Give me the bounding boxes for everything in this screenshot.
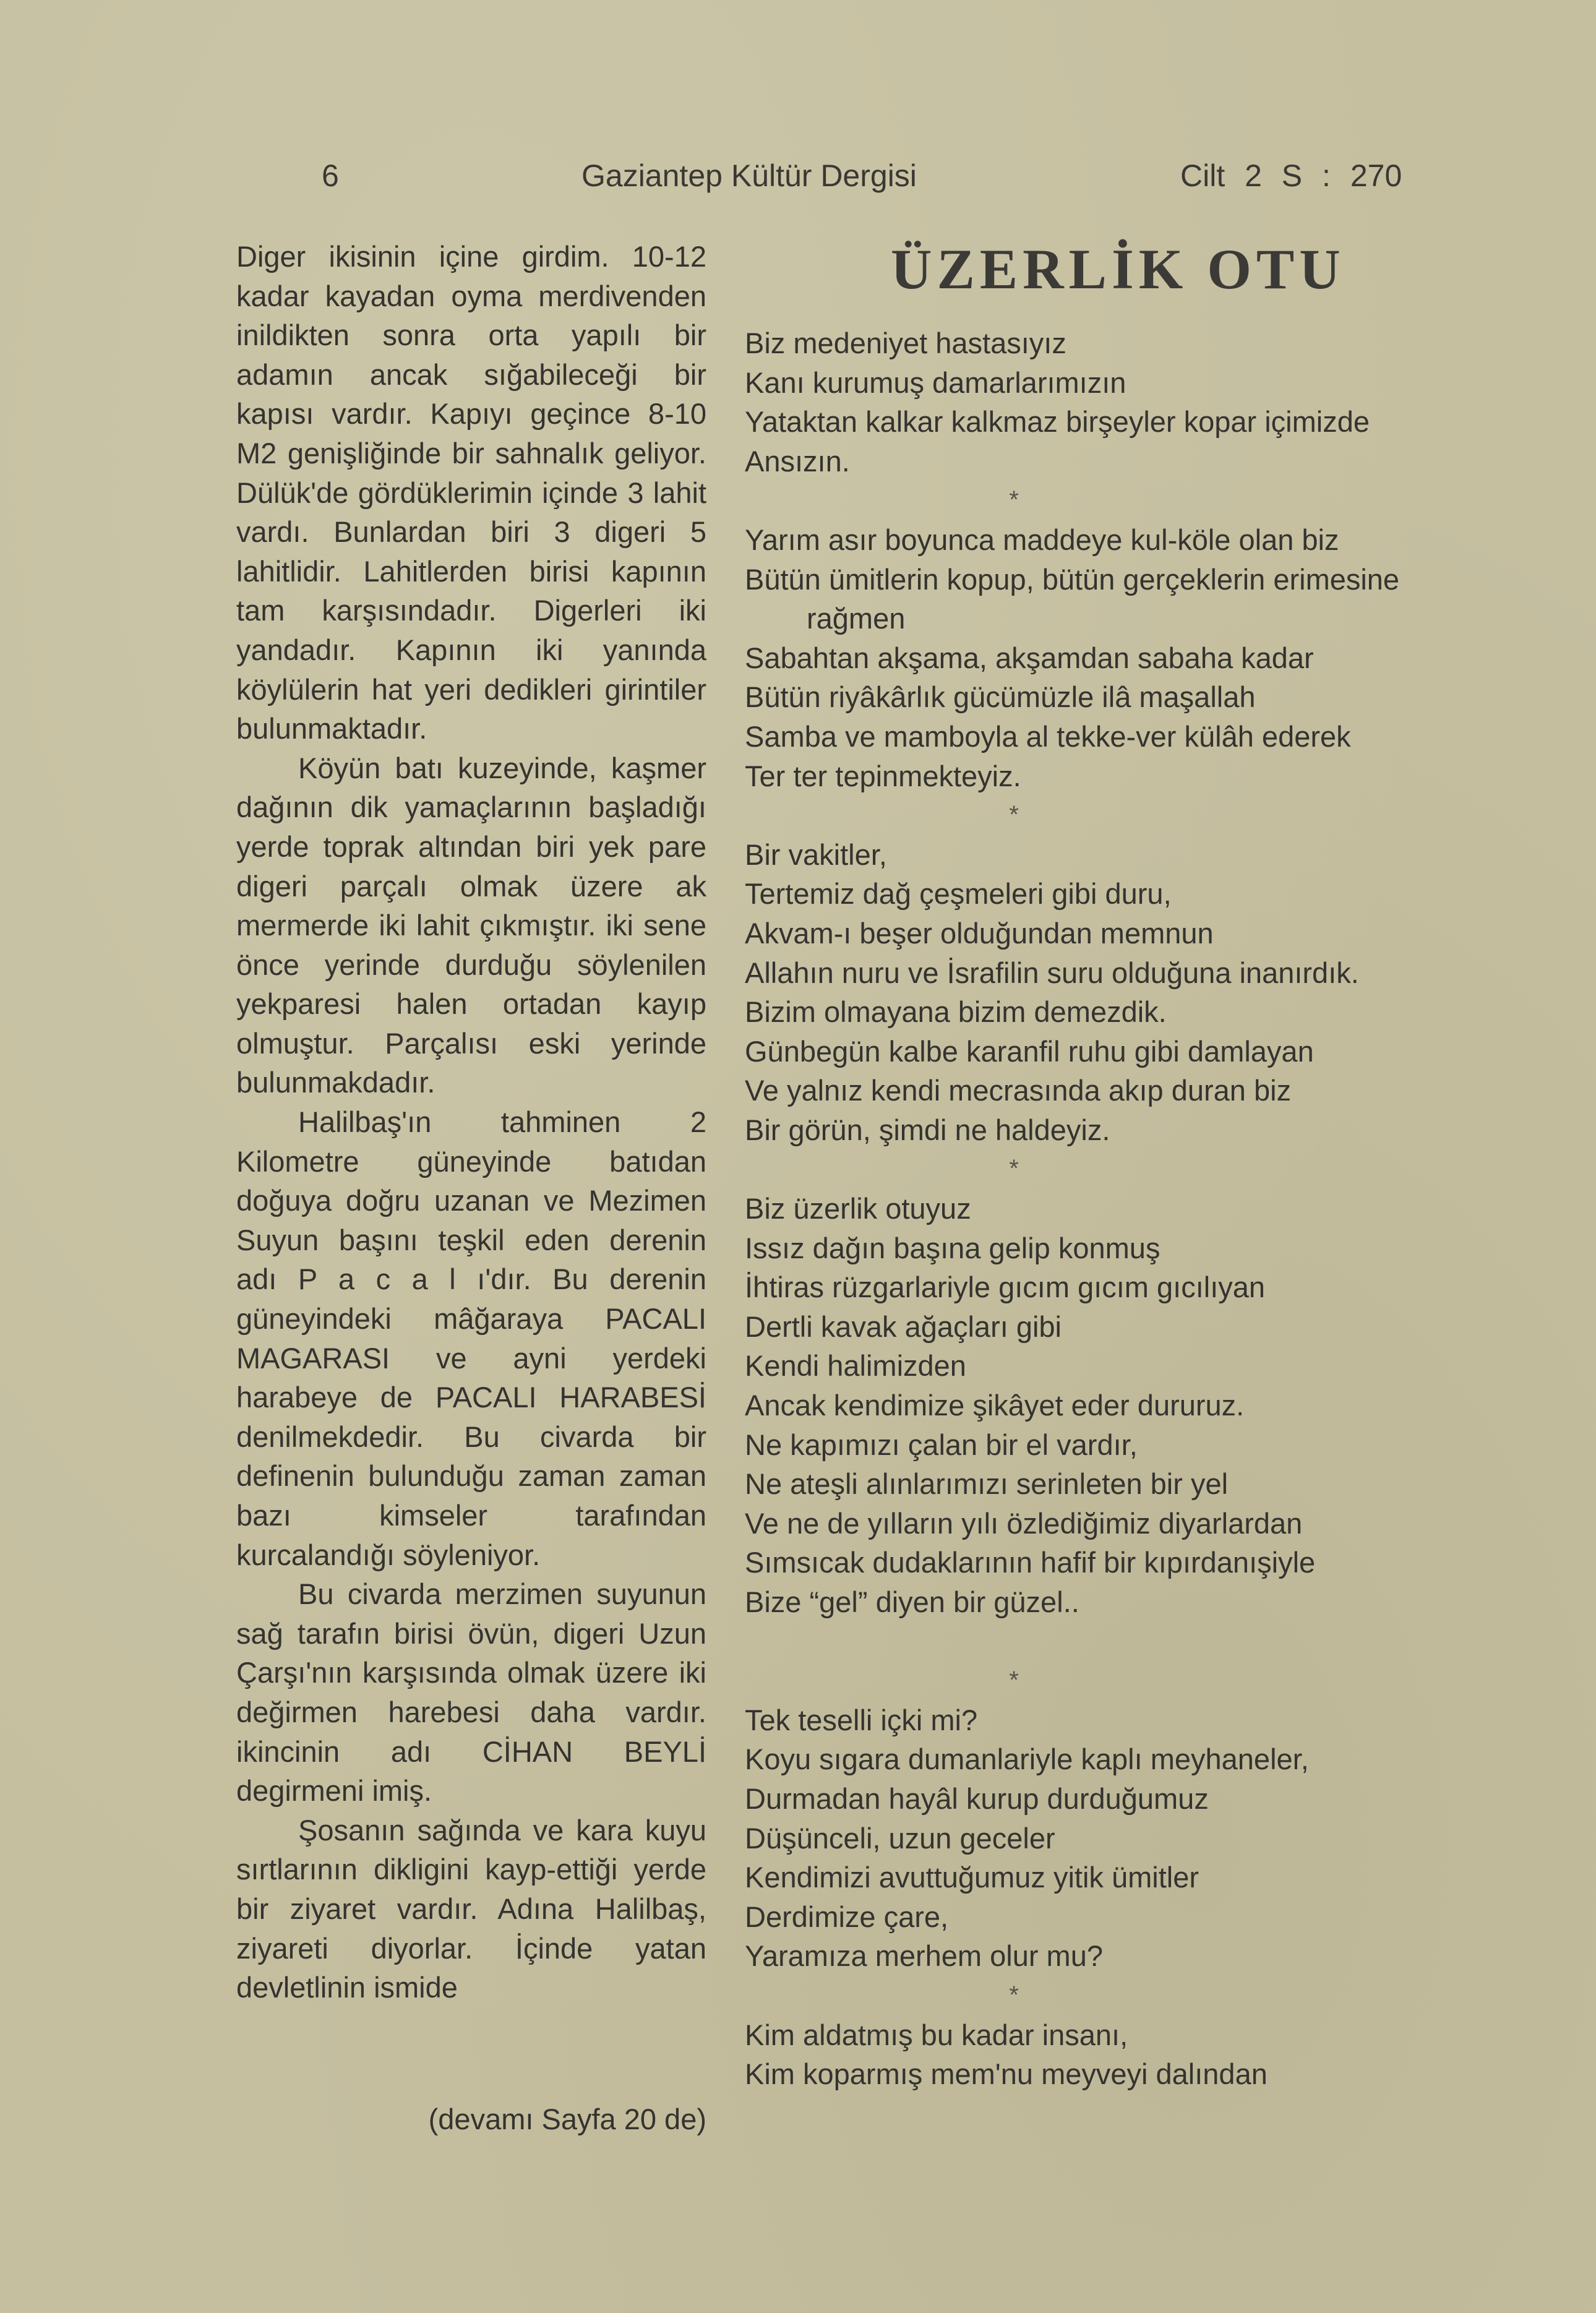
poem-line: Bir vakitler, xyxy=(745,838,887,871)
poem-line: Akvam-ı beşer olduğundan memnun xyxy=(745,916,1214,950)
running-header xyxy=(235,158,1472,201)
poem-line: Bizim olmayana bizim demezdik. xyxy=(745,995,1167,1029)
poem-line: Kim koparmış mem'nu meyveyi dalından xyxy=(745,2058,1268,2091)
stanza-separator: * xyxy=(1009,486,1019,514)
poem-line: Sabahtan akşama, akşamdan sabaha kadar xyxy=(745,641,1314,674)
poem-line: Ansızın. xyxy=(745,444,850,478)
poem-line: Ne kapımızı çalan bir el vardır, xyxy=(745,1428,1138,1461)
poem-line: Kanı kurumuş damarlarımızın xyxy=(745,366,1126,399)
prose-paragraph: Bu civarda merzimen suyunun sağ tarafın birisi övün, digeri Uzun Çarşı'nın karşısında olmak üzere iki değirmen harebesi daha vardır. ikincinin adı CİHAN BEYLİ degirmeni imiş. xyxy=(236,1577,706,1808)
poem-line: Bütün ümitlerin kopup, bütün gerçeklerin erimesine xyxy=(745,562,1400,596)
prose-paragraph: Köyün batı kuzeyinde, kaşmer dağının dik yamaçlarının başladığı yerde toprak altından biri yek pare digeri parçalı olmak üzere ak mermerde iki lahit çıkmıştır. iki sene önce yerinde durduğu söylenilen yekparesi halen ortadan kayıp olmuştur. Parçalısı eski yerinde bulunmakdadır. xyxy=(236,751,706,1099)
poem-line: Bize “gel” diyen bir güzel.. xyxy=(745,1586,1079,1618)
poem-line: Yaramıza merhem olur mu? xyxy=(745,1939,1103,1973)
stanza-separator: * xyxy=(1009,1155,1019,1183)
stanza-separator: * xyxy=(1009,1667,1019,1694)
continued-note: (devamı Sayfa 20 de) xyxy=(428,2103,706,2135)
poem-line: Tek teselli içki mi? xyxy=(745,1703,978,1736)
poem-line: Günbegün kalbe karanfil ruhu gibi damlayan xyxy=(745,1034,1314,1068)
poem-line: Ne ateşli alınlarımızı serinleten bir yel xyxy=(745,1467,1229,1501)
poem-body xyxy=(745,324,1549,2094)
stanza-separator: * xyxy=(1009,1981,1019,2009)
poem-line: Sımsıcak dudaklarının hafif bir kıpırdanışiyle xyxy=(745,1546,1316,1579)
poem-line: Koyu sıgara dumanlariyle kaplı meyhaneler, xyxy=(745,1743,1309,1776)
poem-title: ÜZERLİK OTU xyxy=(891,238,1345,301)
prose-column xyxy=(236,237,706,2007)
poem-line: Bütün riyâkârlık gücümüzle ilâ maşallah xyxy=(745,680,1256,714)
poem-line: Bir görün, şimdi ne haldeyiz. xyxy=(745,1113,1110,1146)
poem-line: Samba ve mamboyla al tekke-ver külâh ederek xyxy=(745,719,1351,753)
poem-line: Dertli kavak ağaçları gibi xyxy=(745,1310,1062,1343)
poem-line: Allahın nuru ve İsrafilin suru olduğuna inanırdık. xyxy=(745,956,1359,989)
poem-line: Ve ne de yılların yılı özlediğimiz diyarlardan xyxy=(745,1506,1303,1540)
poem-line: Durmadan hayâl kurup durduğumuz xyxy=(745,1782,1209,1815)
poem-line: Kendi halimizden xyxy=(745,1349,966,1383)
poem-line: Kendimizi avuttuğumuz yitik ümitler xyxy=(745,1861,1199,1894)
poem-line: Ancak kendimize şikâyet eder dururuz. xyxy=(745,1389,1245,1422)
issue-info: Cilt 2 S : 270 xyxy=(1180,158,1402,193)
poem-line: Kim aldatmış bu kadar insanı, xyxy=(745,2018,1128,2051)
poem-line: Tertemiz dağ çeşmeleri gibi duru, xyxy=(745,877,1172,911)
poem-line: Ve yalnız kendi mecrasında akıp duran biz xyxy=(745,1074,1292,1107)
poem-line: Ter ter tepinmekteyiz. xyxy=(745,759,1021,792)
poem-line: İhtiras rüzgarlariyle gıcım gıcım gıcılıyan xyxy=(745,1271,1266,1304)
poem-line: Yataktan kalkar kalkmaz birşeyler kopar içimizde xyxy=(745,405,1370,439)
poem-line: Biz medeniyet hastasıyız xyxy=(745,327,1066,359)
journal-title: Gaziantep Kültür Dergisi xyxy=(581,158,917,193)
prose-paragraph: Diger ikisinin içine girdim. 10-12 kadar kayadan oyma merdivenden inildikten sonra orta yapılı bir adamın ancak sığabileceği bir kapısı vardır. Kapıyı geçince 8-10 M2 genişliğinde bir sahnalık geliyor. Dülük'de gördüklerimin içinde 3 lahit vardı. Bunlardan biri 3 digeri 5 lahitlidir. Lahitlerden birisi kapının tam karşısındadır. Digerleri iki yandadır. Kapının iki yanında köylülerin hat yeri dedikleri girintiler bulunmaktadır. xyxy=(236,240,706,745)
poem-line: Derdimize çare, xyxy=(745,1900,949,1933)
poem-line: rağmen xyxy=(807,602,906,635)
poem-line: Yarım asır boyunca maddeye kul-köle olan biz xyxy=(745,523,1339,556)
page-number: 6 xyxy=(322,158,339,193)
poem-line: Düşünceli, uzun geceler xyxy=(745,1821,1055,1855)
poem-line: Issız dağın başına gelip konmuş xyxy=(745,1231,1161,1264)
prose-paragraph: Şosanın sağında ve kara kuyu sırtlarının dikligini kayp-ettiği yerde bir ziyaret vardır. Adına Halilbaş, ziyareti diyorlar. İçinde yatan devletlinin ismide xyxy=(236,1813,706,2004)
stanza-gap xyxy=(745,1622,1549,1662)
poem-line: Biz üzerlik otuyuz xyxy=(745,1192,971,1225)
prose-paragraph: Halilbaş'ın tahminen 2 Kilometre güneyinde batıdan doğuya doğru uzanan ve Mezimen Suyun başını teşkil eden derenin adı P a c a l ı'dır. Bu derenin güneyindeki mâğaraya PACALI MAGARASI ve ayni yerdeki harabeye de PACALI HARABESİ denilmekdedir. Bu civarda bir definenin bulunduğu zaman zaman bazı kimseler tarafından kurcalandığı söyleniyor. xyxy=(236,1105,706,1571)
stanza-separator: * xyxy=(1009,801,1019,829)
